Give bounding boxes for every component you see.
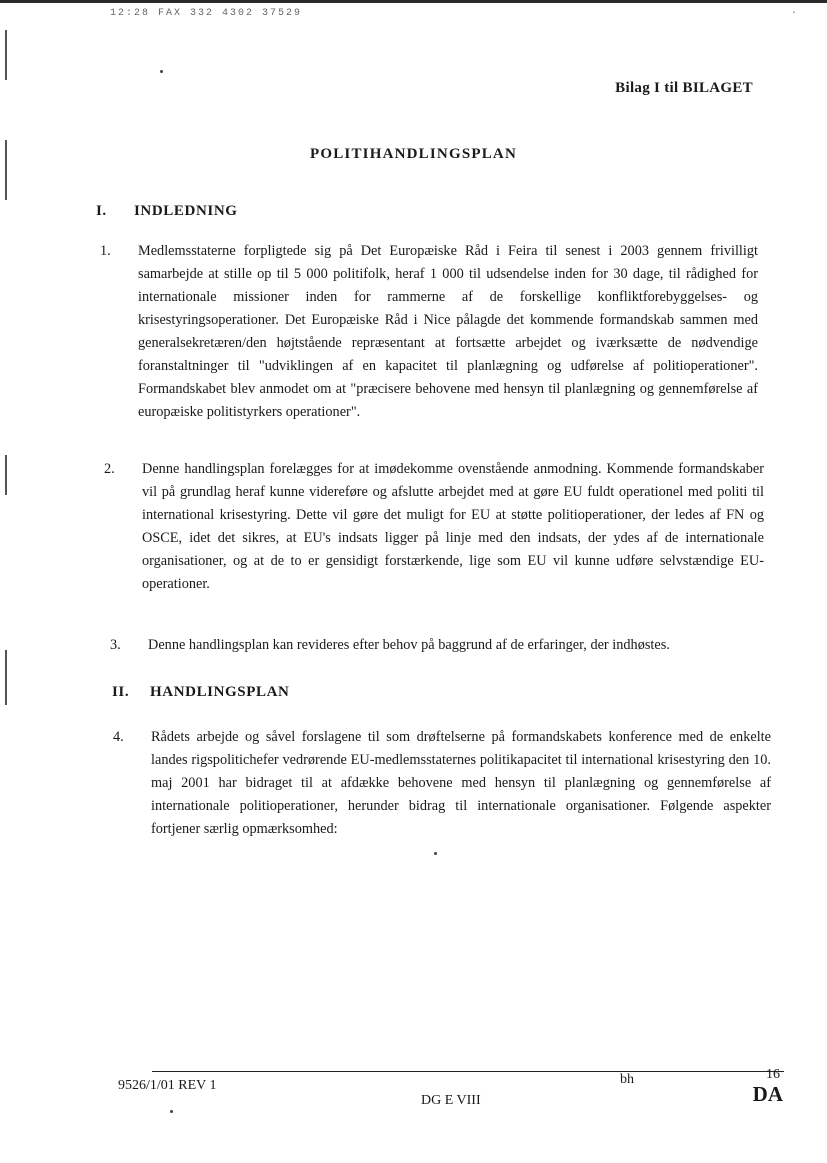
directorate-general: DG E VIII xyxy=(421,1093,481,1108)
fax-header: 12:28 FAX 332 4302 37529 xyxy=(110,8,303,19)
paragraph-text: Denne handlingsplan kan revideres efter behov på baggrund af de erfaringer, der indhøstes. xyxy=(148,637,670,653)
document-reference: 9526/1/01 REV 1 xyxy=(118,1078,217,1093)
author-initials: bh xyxy=(620,1072,634,1087)
section-number: I. xyxy=(96,203,107,219)
scan-speck xyxy=(434,852,437,855)
scan-margin-mark xyxy=(5,30,7,80)
paragraph-text: Denne handlingsplan forelægges for at imødekomme ovenstående anmodning. Kommende formandskaber vil på grundlag heraf kunne videreføre og afslutte arbejdet med at gøre EU fuldt operationel med politi til international krisestyring. Dette vil gøre det muligt for EU at støtte politioperationer, der ledes af FN og OSCE, idet det sikres, at EU's indsats ligger på linje med den indsats, der ydes af de internationale organisationer, og at de to er gensidigt forstærkende, lige som EU vil kunne udføre selvstændige EU-operationer. xyxy=(142,461,764,592)
document-title: POLITIHANDLINGSPLAN xyxy=(310,146,517,162)
scan-speck xyxy=(170,1110,173,1113)
section-title: INDLEDNING xyxy=(134,203,238,219)
section-title: HANDLINGSPLAN xyxy=(150,684,290,700)
scan-speck xyxy=(160,70,163,73)
scan-margin-mark xyxy=(5,650,7,705)
scan-margin-mark xyxy=(5,455,7,495)
page-number: 16 xyxy=(766,1067,780,1082)
paragraph-number: 4. xyxy=(113,729,124,745)
paragraph-text: Medlemsstaterne forpligtede sig på Det Europæiske Råd i Feira til senest i 2003 gennem frivilligt samarbejde at stille op til 5 000 politifolk, heraf 1 000 til udsendelse inden for 30 dage, til rådighed for internationale missioner inden for rammerne af de forskellige konfliktforebyggelses- og krisestyringsoperationer. Det Europæiske Råd i Nice pålagde det kommende formandskab sammen med generalsekretæren/den højtstående repræsentant at fortsætte arbejdet og iværksætte de nødvendige foranstaltninger til "udviklingen af en kapacitet til planlægning og udførelse af politioperationer". Formandskabet blev anmodet om at "præcisere behovene med hensyn til planlægning og gennemførelse af europæiske politistyrkers operationer". xyxy=(138,243,758,420)
paragraph-number: 3. xyxy=(110,637,121,653)
paragraph-number: 2. xyxy=(104,461,115,477)
language-code: DA xyxy=(752,1082,783,1106)
paragraph-number: 1. xyxy=(100,243,111,259)
section-number: II. xyxy=(112,684,130,700)
fax-page-mark: · xyxy=(790,8,797,19)
paragraph-text: Rådets arbejde og såvel forslagene til som drøftelserne på formandskabets konference med de enkelte landes rigspolitichefer vedrørende EU-medlemsstaternes politikapacitet til international krisestyring den 10. maj 2001 har bidraget til at afdække behovene med hensyn til planlægning og gennemførelse af internationale politioperationer, herunder bidrag til internationale organisationer. Følgende aspekter fortjener særlig opmærksomhed: xyxy=(151,729,771,837)
annex-title: Bilag I til BILAGET xyxy=(615,80,753,96)
top-scan-line xyxy=(0,0,827,3)
footer-rule xyxy=(152,1071,784,1072)
